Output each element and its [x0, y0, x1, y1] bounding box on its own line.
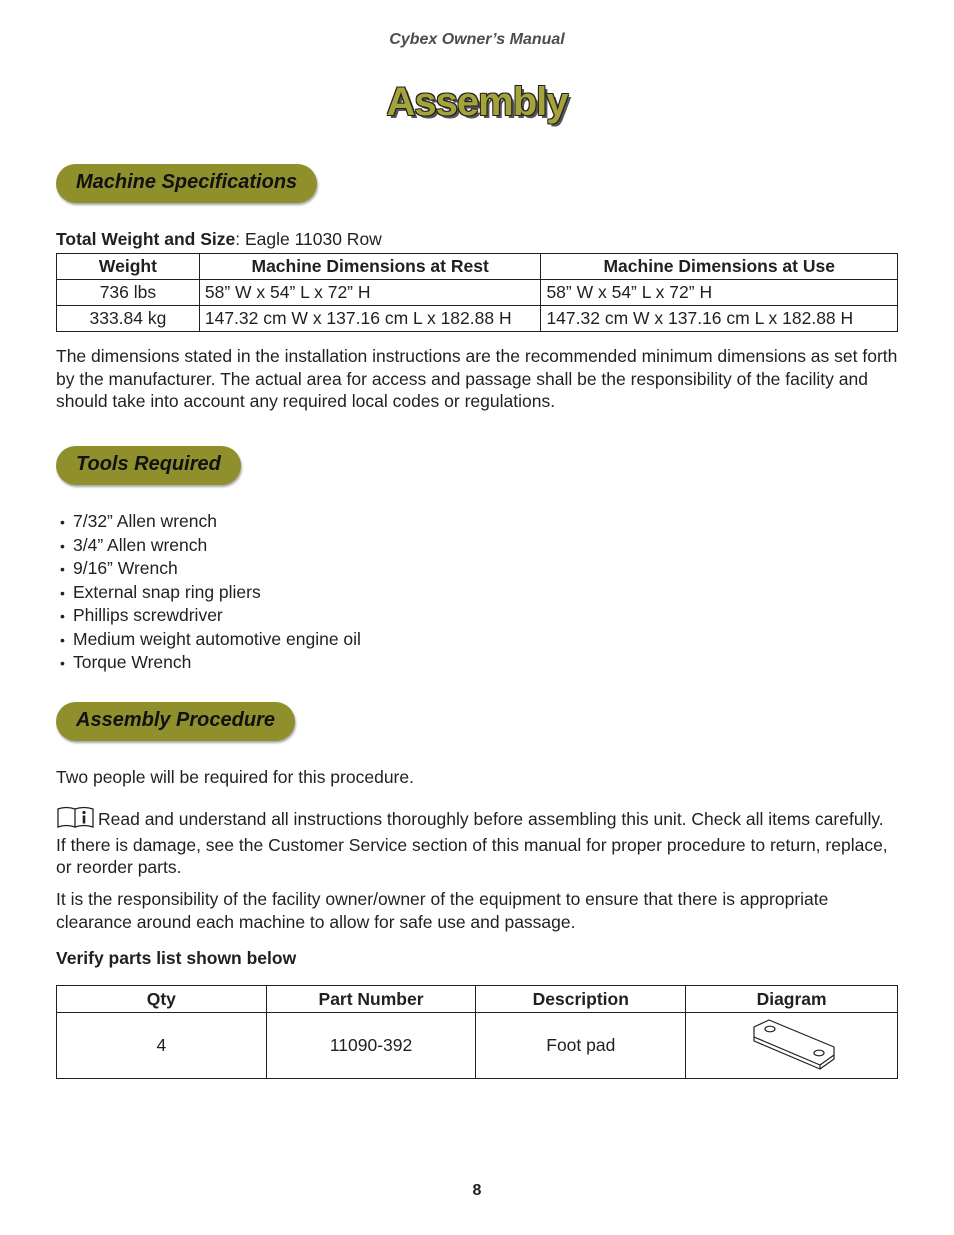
table-row: [57, 306, 898, 332]
verify-parts-heading: Verify parts list shown below: [56, 948, 297, 968]
list-item: • 9/16” Wrench: [60, 557, 361, 581]
list-item: • Torque Wrench: [60, 651, 361, 675]
weight-cell: 333.84 kg: [57, 306, 200, 332]
specs-caption: [56, 228, 898, 251]
section-machine-specifications: Machine Specifications: [56, 164, 317, 203]
parts-col-qty: Qty: [57, 986, 267, 1013]
specs-caption-label: Total Weight and Size: [56, 229, 236, 249]
read-instructions-paragraph: [56, 806, 898, 879]
parts-col-part-number: Part Number: [266, 986, 476, 1013]
manual-header: Cybex Owner’s Manual: [389, 31, 565, 48]
description-cell: Foot pad: [476, 1013, 686, 1079]
list-item: • Phillips screwdriver: [60, 604, 361, 628]
rest-dimensions-cell: 58” W x 54” L x 72” H: [199, 280, 541, 306]
responsibility-text: It is the responsibility of the facility owner/owner of the equipment to ensure that there is appropriate clearance around each machine to allow for safe use and passage.: [56, 889, 829, 932]
specs-col-use: Machine Dimensions at Use: [541, 254, 898, 280]
table-row: [57, 1013, 898, 1079]
specs-col-rest: Machine Dimensions at Rest: [199, 254, 541, 280]
qty-cell: 4: [57, 1013, 267, 1079]
specifications-table: [56, 253, 898, 332]
table-row: [57, 280, 898, 306]
people-required-text: Two people will be required for this procedure.: [56, 767, 414, 787]
specs-caption-model: : Eagle 11030 Row: [235, 229, 382, 249]
section-tools-required: Tools Required: [56, 446, 241, 485]
use-dimensions-cell: 58” W x 54” L x 72” H: [541, 280, 898, 306]
tools-list: [60, 510, 361, 675]
parts-col-diagram: Diagram: [686, 986, 898, 1013]
read-manual-icon: [56, 806, 96, 834]
weight-cell: 736 lbs: [57, 280, 200, 306]
list-item: • 7/32” Allen wrench: [60, 510, 361, 534]
page-title: Assembly: [386, 80, 568, 124]
read-instructions-text: Read and understand all instructions thoroughly before assembling this unit. Check all items carefully. If there is damage, see the Customer Service section of this manual for proper procedure to return, replace, or reorder parts.: [56, 809, 888, 877]
specs-col-weight: Weight: [57, 254, 200, 280]
parts-table: [56, 985, 898, 1079]
specs-header-row: [57, 254, 898, 280]
list-item: • 3/4” Allen wrench: [60, 534, 361, 558]
parts-col-description: Description: [476, 986, 686, 1013]
list-item: • Medium weight automotive engine oil: [60, 628, 361, 652]
dimensions-note: The dimensions stated in the installation instructions are the recommended minimum dimensions as set forth by the manufacturer. The actual area for access and passage shall be the responsibility of the facility and should take into account any required local codes or regulations.: [56, 346, 898, 411]
use-dimensions-cell: 147.32 cm W x 137.16 cm L x 182.88 H: [541, 306, 898, 332]
rest-dimensions-cell: 147.32 cm W x 137.16 cm L x 182.88 H: [199, 306, 541, 332]
parts-header-row: [57, 986, 898, 1013]
diagram-cell: [686, 1013, 898, 1079]
list-item: • External snap ring pliers: [60, 581, 361, 605]
page-number: 8: [472, 1182, 482, 1199]
foot-pad-icon: [744, 1055, 840, 1075]
part-number-cell: 11090-392: [266, 1013, 476, 1079]
section-assembly-procedure: Assembly Procedure: [56, 702, 295, 741]
